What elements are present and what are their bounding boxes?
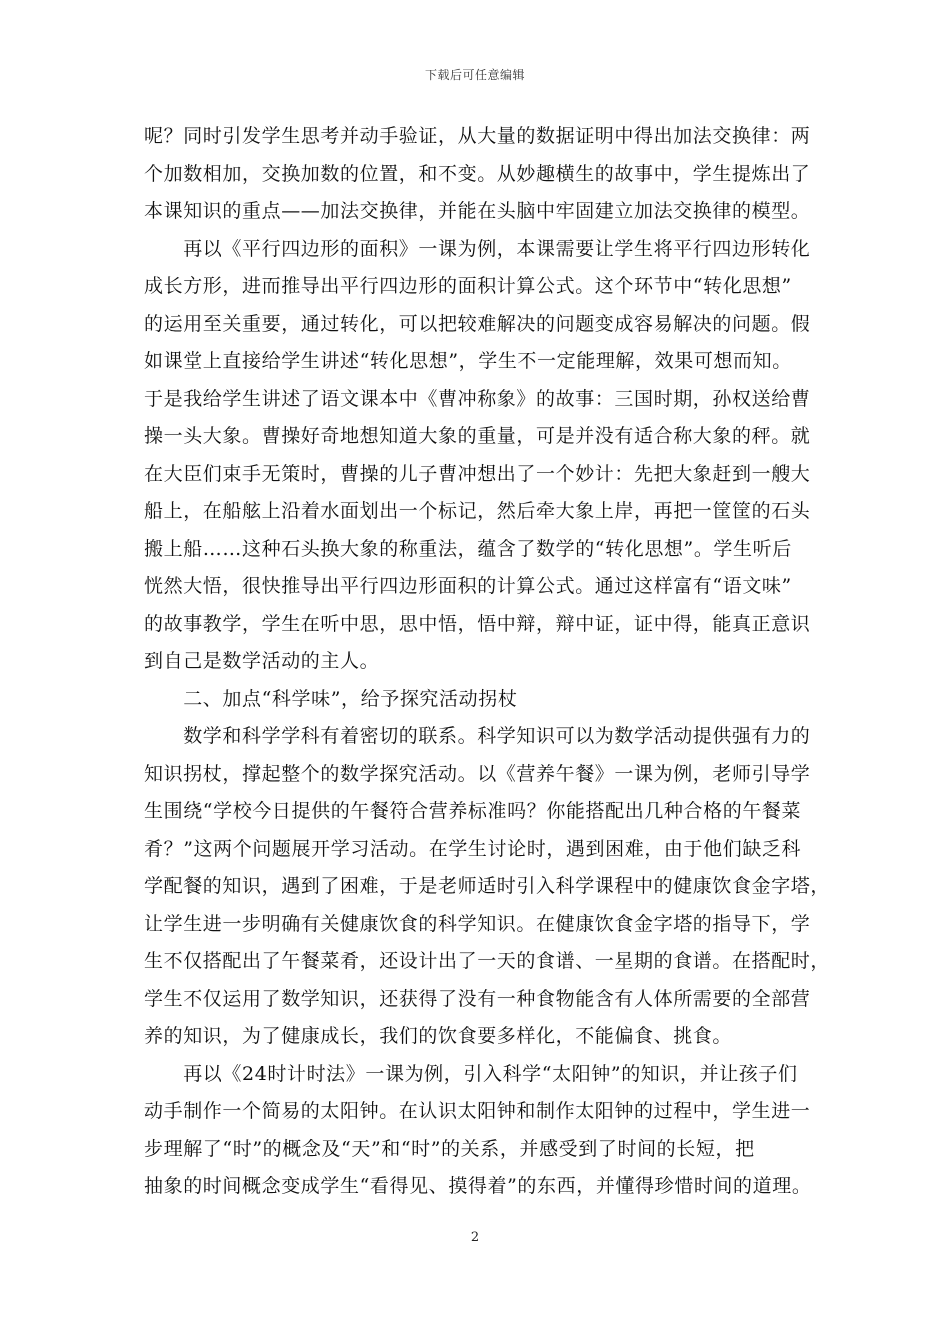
text-line: 抽象的时间概念变成学生“看得见、摸得着”的东西，并懂得珍惜时间的道理。 bbox=[144, 1175, 812, 1197]
text-line: 再以《24时计时法》一课为例，引入科学“太阳钟”的知识，并让孩子们 bbox=[144, 1062, 798, 1085]
page-number: 2 bbox=[470, 1230, 480, 1245]
text-line: 生围绕“学校今日提供的午餐符合营养标准吗？你能搭配出几种合格的午餐菜 bbox=[144, 800, 802, 822]
text-line: 学配餐的知识，遇到了困难，于是老师适时引入科学课程中的健康饮食金字塔， bbox=[144, 875, 831, 897]
text-line: 再以《平行四边形的面积》一课为例，本课需要让学生将平行四边形转化 bbox=[144, 237, 811, 260]
text-line: 呢？同时引发学生思考并动手验证，从大量的数据证明中得出加法交换律：两 bbox=[144, 125, 811, 147]
text-line: 养的知识，为了健康成长，我们的饮食要多样化，不能偏食、挑食。 bbox=[144, 1025, 733, 1047]
text-line: 成长方形，进而推导出平行四边形的面积计算公式。这个环节中“转化思想” bbox=[144, 275, 792, 297]
text-line: 本课知识的重点——加法交换律，并能在头脑中牢固建立加法交换律的模型。 bbox=[144, 200, 811, 222]
text-line: 的故事教学，学生在听中思，思中悟，悟中辩，辩中证，证中得，能真正意识 bbox=[144, 612, 811, 635]
text-line: 动手制作一个简易的太阳钟。在认识太阳钟和制作太阳钟的过程中，学生进一 bbox=[144, 1100, 811, 1122]
text-line: 知识拐杖，撑起整个的数学探究活动。以《营养午餐》一课为例，老师引导学 bbox=[144, 762, 811, 785]
text-line: 在大臣们束手无策时，曹操的儿子曹冲想出了一个妙计：先把大象赶到一艘大 bbox=[144, 462, 811, 485]
text-line: 到自己是数学活动的主人。 bbox=[144, 650, 380, 672]
text-line: 让学生进一步明确有关健康饮食的科学知识。在健康饮食金字塔的指导下，学 bbox=[144, 912, 811, 935]
text-line: 于是我给学生讲述了语文课本中《曹冲称象》的故事：三国时期，孙权送给曹 bbox=[144, 387, 811, 410]
text-line: 恍然大悟，很快推导出平行四边形面积的计算公式。通过这样富有“语文味” bbox=[144, 575, 792, 597]
text-line: 个加数相加，交换加数的位置，和不变。从妙趣横生的故事中，学生提炼出了 bbox=[144, 162, 811, 185]
text-line: 学生不仅运用了数学知识，还获得了没有一种食物能含有人体所需要的全部营 bbox=[144, 987, 811, 1010]
text-line: 如课堂上直接给学生讲述“转化思想”，学生不一定能理解，效果可想而知。 bbox=[144, 350, 792, 372]
page-header: 下载后可任意编辑 bbox=[424, 68, 525, 82]
text-line: 生不仅搭配出了午餐菜肴，还设计出了一天的食谱、一星期的食谱。在搭配时， bbox=[144, 950, 831, 972]
document-body bbox=[144, 118, 831, 1206]
text-line: 搬上船……这种石头换大象的称重法，蕴含了数学的“转化思想”。学生听后 bbox=[144, 537, 792, 560]
text-line: 步理解了“时”的概念及“天”和“时”的关系，并感受到了时间的长短，把 bbox=[144, 1137, 755, 1160]
text-line: 肴？”这两个问题展开学习活动。在学生讨论时，遇到困难，由于他们缺乏科 bbox=[144, 837, 802, 860]
text-line: 的运用至关重要，通过转化，可以把较难解决的问题变成容易解决的问题。假 bbox=[144, 312, 811, 335]
text-line: 船上，在船舷上沿着水面划出一个标记，然后牵大象上岸，再把一筐筐的石头 bbox=[144, 500, 811, 522]
text-line: 数学和科学学科有着密切的联系。科学知识可以为数学活动提供强有力的 bbox=[144, 725, 811, 747]
text-line: 操一头大象。曹操好奇地想知道大象的重量，可是并没有适合称大象的秤。就 bbox=[144, 425, 811, 447]
section-heading: 二、加点“科学味”，给予探究活动拐杖 bbox=[144, 687, 518, 710]
